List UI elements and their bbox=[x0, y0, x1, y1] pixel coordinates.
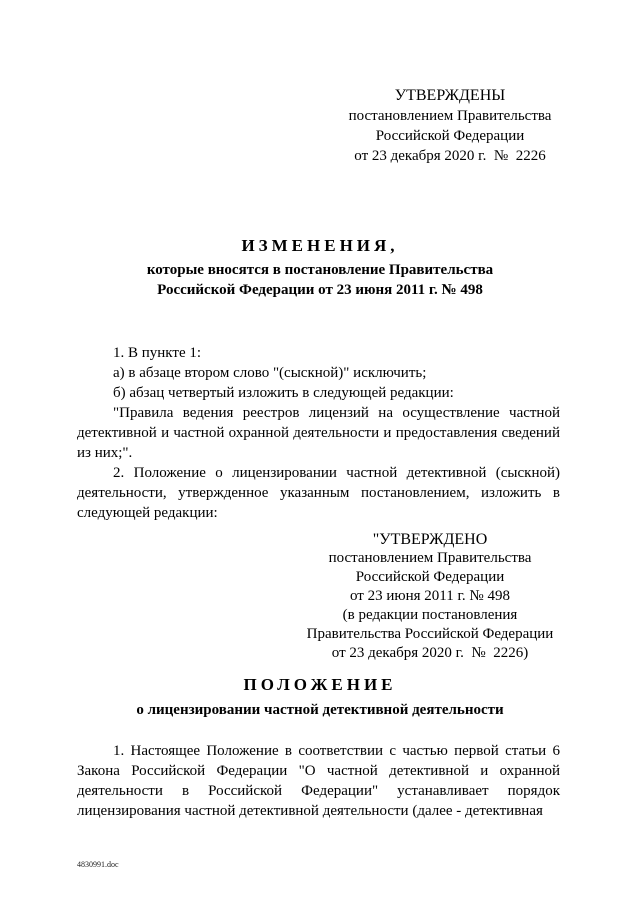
regulation-approval-line: постановлением Правительства bbox=[328, 550, 532, 566]
regulation-body bbox=[77, 741, 560, 821]
item-1-quote: "Правила ведения реестров лицензий на осуществление частной детективной и частной охранной деятельности и предоставления сведений из них;". bbox=[77, 405, 560, 461]
approval-line: постановлением Правительства bbox=[348, 108, 552, 124]
changes-title: ИЗМЕНЕНИЯ, bbox=[241, 236, 399, 255]
changes-subtitle-line: Российской Федерации от 23 июня 2011 г. № 498 bbox=[157, 282, 483, 298]
regulation-approval-line: (в редакции постановления bbox=[342, 607, 518, 623]
regulation-approval-date: от 23 декабря 2020 г. № 2226) bbox=[331, 645, 529, 661]
regulation-approval-stamp bbox=[300, 530, 560, 663]
regulation-paragraph-1: 1. Настоящее Положение в соответствии с частью первой статьи 6 Закона Российской Федерации "О частной детективной и охранной деятельности в Российской Федерации" устанавливает порядок лицензирования частной детективной деятельности (далее - детективная bbox=[77, 743, 560, 819]
regulation-approval-heading: "УТВЕРЖДЕНО bbox=[372, 531, 488, 548]
regulation-approval-date: от 23 июня 2011 г. № 498 bbox=[350, 588, 510, 604]
document-file-id: 4830991.doc bbox=[77, 860, 119, 869]
approval-date: от 23 декабря 2020 г. № 2226 bbox=[354, 148, 546, 164]
changes-subtitle-line: которые вносятся в постановление Правительства bbox=[146, 262, 494, 278]
approval-heading: УТВЕРЖДЕНЫ bbox=[394, 87, 506, 104]
approval-stamp bbox=[335, 86, 565, 166]
regulation-approval-line: Российской Федерации bbox=[355, 569, 505, 585]
item-1-subitem-b: б) абзац четвертый изложить в следующей редакции: bbox=[113, 385, 454, 401]
changes-subtitle bbox=[100, 260, 540, 300]
item-1-header: 1. В пункте 1: bbox=[113, 345, 202, 361]
regulation-title: ПОЛОЖЕНИЕ bbox=[243, 675, 397, 694]
regulation-subtitle: о лицензировании частной детективной деятельности bbox=[136, 702, 504, 718]
item-1-subitem-a: а) в абзаце втором слово "(сыскной)" исключить; bbox=[113, 365, 427, 381]
item-2-paragraph: 2. Положение о лицензировании частной детективной (сыскной) деятельности, утвержденное указанным постановлением, изложить в следующей редакции: bbox=[77, 465, 560, 521]
regulation-approval-line: Правительства Российской Федерации bbox=[306, 626, 554, 642]
changes-body bbox=[77, 343, 560, 523]
approval-line: Российской Федерации bbox=[375, 128, 525, 144]
